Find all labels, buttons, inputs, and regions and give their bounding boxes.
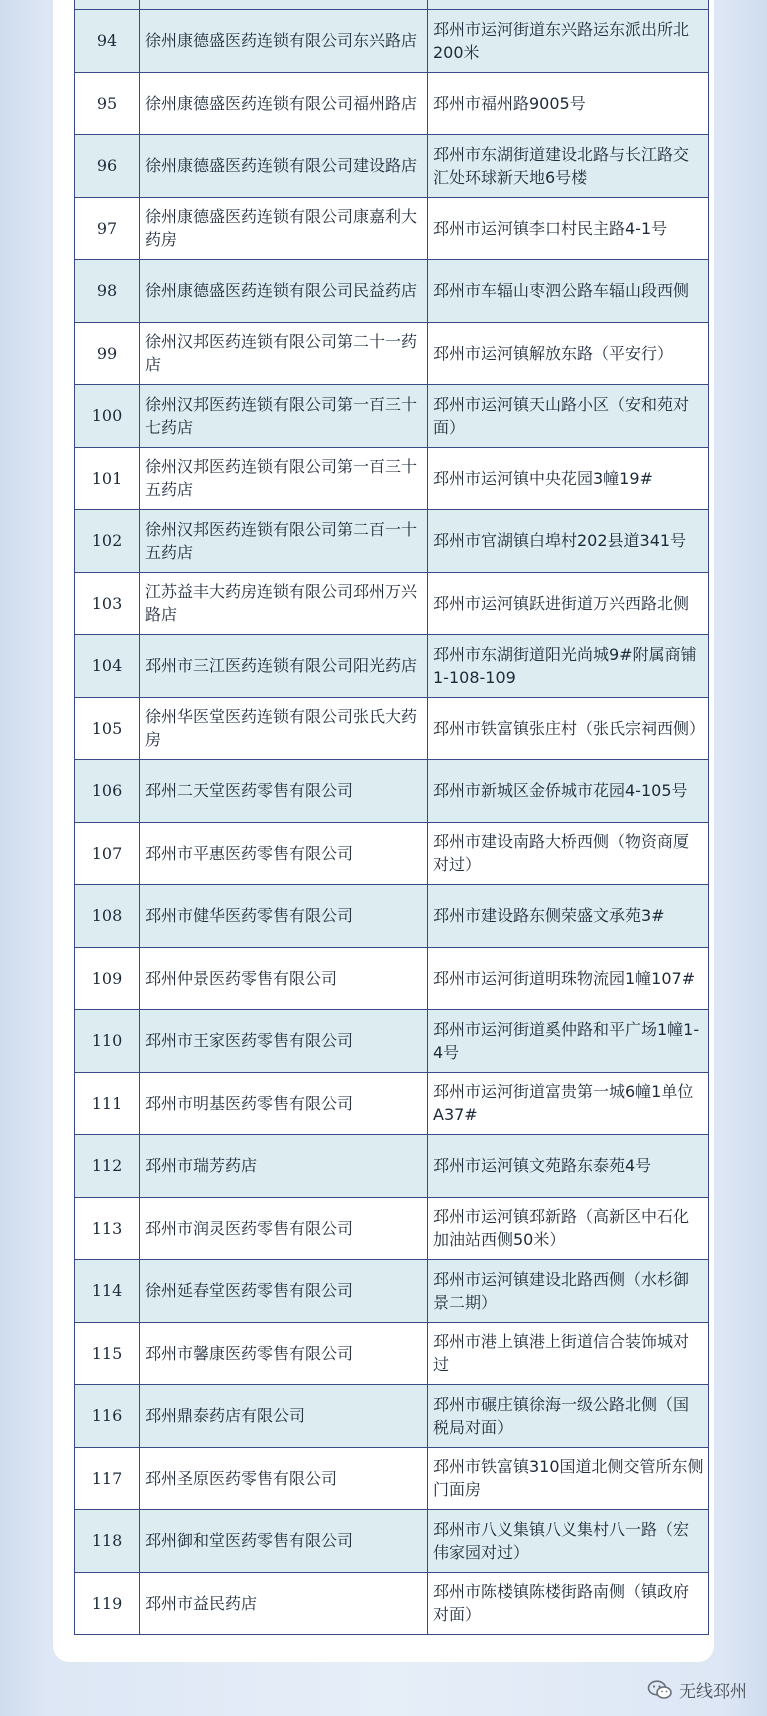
cell-number: 119 xyxy=(75,1572,140,1635)
cell-pharmacy-name: 徐州华医堂医药连锁有限公司张氏大药房 xyxy=(140,697,428,760)
cell-number: 118 xyxy=(75,1510,140,1573)
cell-address: 邳州市运河镇建设北路西侧（水杉御景二期） xyxy=(428,1260,709,1323)
table-row xyxy=(75,635,709,698)
cell-number: 114 xyxy=(75,1260,140,1323)
cell-number: 102 xyxy=(75,510,140,573)
cell-address: 邳州市运河镇解放东路（平安行） xyxy=(428,322,709,385)
cell-number: 108 xyxy=(75,885,140,948)
cell-number xyxy=(75,0,140,10)
table-row xyxy=(75,260,709,323)
cell-number: 95 xyxy=(75,72,140,135)
table-row xyxy=(75,197,709,260)
wechat-icon xyxy=(647,1680,673,1700)
table-row xyxy=(75,1197,709,1260)
cell-pharmacy-name: 徐州汉邦医药连锁有限公司第二十一药店 xyxy=(140,322,428,385)
cell-number: 96 xyxy=(75,135,140,198)
table-row xyxy=(75,885,709,948)
table-row xyxy=(75,72,709,135)
cell-address: 邳州市运河镇文苑路东泰苑4号 xyxy=(428,1135,709,1198)
cell-pharmacy-name: 徐州康德盛医药连锁有限公司民益药店 xyxy=(140,260,428,323)
cell-pharmacy-name: 邳州市健华医药零售有限公司 xyxy=(140,885,428,948)
cell-number: 107 xyxy=(75,822,140,885)
cell-number: 116 xyxy=(75,1385,140,1448)
table-row xyxy=(75,1072,709,1135)
cell-number: 105 xyxy=(75,697,140,760)
cell-pharmacy-name: 邳州御和堂医药零售有限公司 xyxy=(140,1510,428,1573)
cell-number: 97 xyxy=(75,197,140,260)
cell-pharmacy-name: 徐州康德盛医药连锁有限公司康嘉利大药房 xyxy=(140,197,428,260)
cell-address: 邳州市运河镇中央花园3幢19# xyxy=(428,447,709,510)
table-row-partial xyxy=(75,0,709,10)
table-row xyxy=(75,947,709,1010)
cell-pharmacy-name: 邳州市瑞芳药店 xyxy=(140,1135,428,1198)
table-row xyxy=(75,697,709,760)
cell-pharmacy-name: 邳州市明基医药零售有限公司 xyxy=(140,1072,428,1135)
table-row xyxy=(75,510,709,573)
cell-address: 邳州市运河街道东兴路运东派出所北200米 xyxy=(428,10,709,73)
table-row xyxy=(75,1385,709,1448)
cell-number: 99 xyxy=(75,322,140,385)
cell-pharmacy-name: 徐州康德盛医药连锁有限公司建设路店 xyxy=(140,135,428,198)
cell-number: 110 xyxy=(75,1010,140,1073)
cell-pharmacy-name: 邳州仲景医药零售有限公司 xyxy=(140,947,428,1010)
cell-address: 邳州市运河街道明珠物流园1幢107# xyxy=(428,947,709,1010)
cell-number: 111 xyxy=(75,1072,140,1135)
cell-address: 邳州市官湖镇白埠村202县道341号 xyxy=(428,510,709,573)
table-row xyxy=(75,322,709,385)
cell-address: 邳州市建设路东侧荣盛文承苑3# xyxy=(428,885,709,948)
cell-pharmacy-name: 徐州汉邦医药连锁有限公司第二百一十五药店 xyxy=(140,510,428,573)
watermark-text: 无线邳州 xyxy=(679,1682,747,1702)
cell-number: 100 xyxy=(75,385,140,448)
cell-number: 103 xyxy=(75,572,140,635)
table-row xyxy=(75,822,709,885)
watermark xyxy=(647,1677,747,1702)
cell-number: 109 xyxy=(75,947,140,1010)
cell-address xyxy=(428,0,709,10)
cell-address: 邳州市福州路9005号 xyxy=(428,72,709,135)
cell-address: 邳州市陈楼镇陈楼街路南侧（镇政府对面） xyxy=(428,1572,709,1635)
cell-pharmacy-name: 徐州康德盛医药连锁有限公司东兴路店 xyxy=(140,10,428,73)
table-row xyxy=(75,10,709,73)
table-row xyxy=(75,1510,709,1573)
table-row xyxy=(75,1447,709,1510)
table-row xyxy=(75,572,709,635)
cell-address: 邳州市运河镇跃进街道万兴西路北侧 xyxy=(428,572,709,635)
table-row xyxy=(75,385,709,448)
cell-address: 邳州市碾庄镇徐海一级公路北侧（国税局对面） xyxy=(428,1385,709,1448)
cell-number: 101 xyxy=(75,447,140,510)
cell-address: 邳州市八义集镇八义集村八一路（宏伟家园对过） xyxy=(428,1510,709,1573)
cell-address: 邳州市运河镇天山路小区（安和苑对面） xyxy=(428,385,709,448)
cell-number: 117 xyxy=(75,1447,140,1510)
cell-pharmacy-name: 徐州康德盛医药连锁有限公司福州路店 xyxy=(140,72,428,135)
cell-number: 94 xyxy=(75,10,140,73)
cell-pharmacy-name: 邳州市馨康医药零售有限公司 xyxy=(140,1322,428,1385)
cell-address: 邳州市铁富镇张庄村（张氏宗祠西侧） xyxy=(428,697,709,760)
cell-pharmacy-name xyxy=(140,0,428,10)
cell-address: 邳州市运河镇邳新路（高新区中石化加油站西侧50米） xyxy=(428,1197,709,1260)
cell-address: 邳州市建设南路大桥西侧（物资商厦对过） xyxy=(428,822,709,885)
cell-address: 邳州市运河镇李口村民主路4-1号 xyxy=(428,197,709,260)
cell-number: 112 xyxy=(75,1135,140,1198)
pharmacy-table xyxy=(74,0,709,1635)
table-row xyxy=(75,1135,709,1198)
table-row xyxy=(75,760,709,823)
table-row xyxy=(75,1010,709,1073)
cell-pharmacy-name: 江苏益丰大药房连锁有限公司邳州万兴路店 xyxy=(140,572,428,635)
cell-address: 邳州市港上镇港上街道信合装饰城对过 xyxy=(428,1322,709,1385)
cell-number: 106 xyxy=(75,760,140,823)
table-row xyxy=(75,1572,709,1635)
cell-pharmacy-name: 徐州汉邦医药连锁有限公司第一百三十五药店 xyxy=(140,447,428,510)
cell-address: 邳州市铁富镇310国道北侧交管所东侧门面房 xyxy=(428,1447,709,1510)
cell-address: 邳州市东湖街道阳光尚城9#附属商铺1-108-109 xyxy=(428,635,709,698)
table-row xyxy=(75,135,709,198)
cell-number: 113 xyxy=(75,1197,140,1260)
cell-pharmacy-name: 邳州鼎泰药店有限公司 xyxy=(140,1385,428,1448)
cell-number: 98 xyxy=(75,260,140,323)
cell-pharmacy-name: 徐州延春堂医药零售有限公司 xyxy=(140,1260,428,1323)
cell-pharmacy-name: 邳州圣原医药零售有限公司 xyxy=(140,1447,428,1510)
cell-address: 邳州市新城区金侨城市花园4-105号 xyxy=(428,760,709,823)
cell-pharmacy-name: 邳州二天堂医药零售有限公司 xyxy=(140,760,428,823)
cell-address: 邳州市东湖街道建设北路与长江路交汇处环球新天地6号楼 xyxy=(428,135,709,198)
cell-pharmacy-name: 徐州汉邦医药连锁有限公司第一百三十七药店 xyxy=(140,385,428,448)
cell-address: 邳州市运河街道富贵第一城6幢1单位A37# xyxy=(428,1072,709,1135)
cell-number: 115 xyxy=(75,1322,140,1385)
table-row xyxy=(75,1260,709,1323)
cell-pharmacy-name: 邳州市三江医药连锁有限公司阳光药店 xyxy=(140,635,428,698)
table-row xyxy=(75,1322,709,1385)
cell-pharmacy-name: 邳州市王家医药零售有限公司 xyxy=(140,1010,428,1073)
cell-address: 邳州市运河街道奚仲路和平广场1幢1-4号 xyxy=(428,1010,709,1073)
cell-pharmacy-name: 邳州市平惠医药零售有限公司 xyxy=(140,822,428,885)
cell-pharmacy-name: 邳州市润灵医药零售有限公司 xyxy=(140,1197,428,1260)
cell-pharmacy-name: 邳州市益民药店 xyxy=(140,1572,428,1635)
cell-number: 104 xyxy=(75,635,140,698)
table-row xyxy=(75,447,709,510)
cell-address: 邳州市车辐山枣泗公路车辐山段西侧 xyxy=(428,260,709,323)
